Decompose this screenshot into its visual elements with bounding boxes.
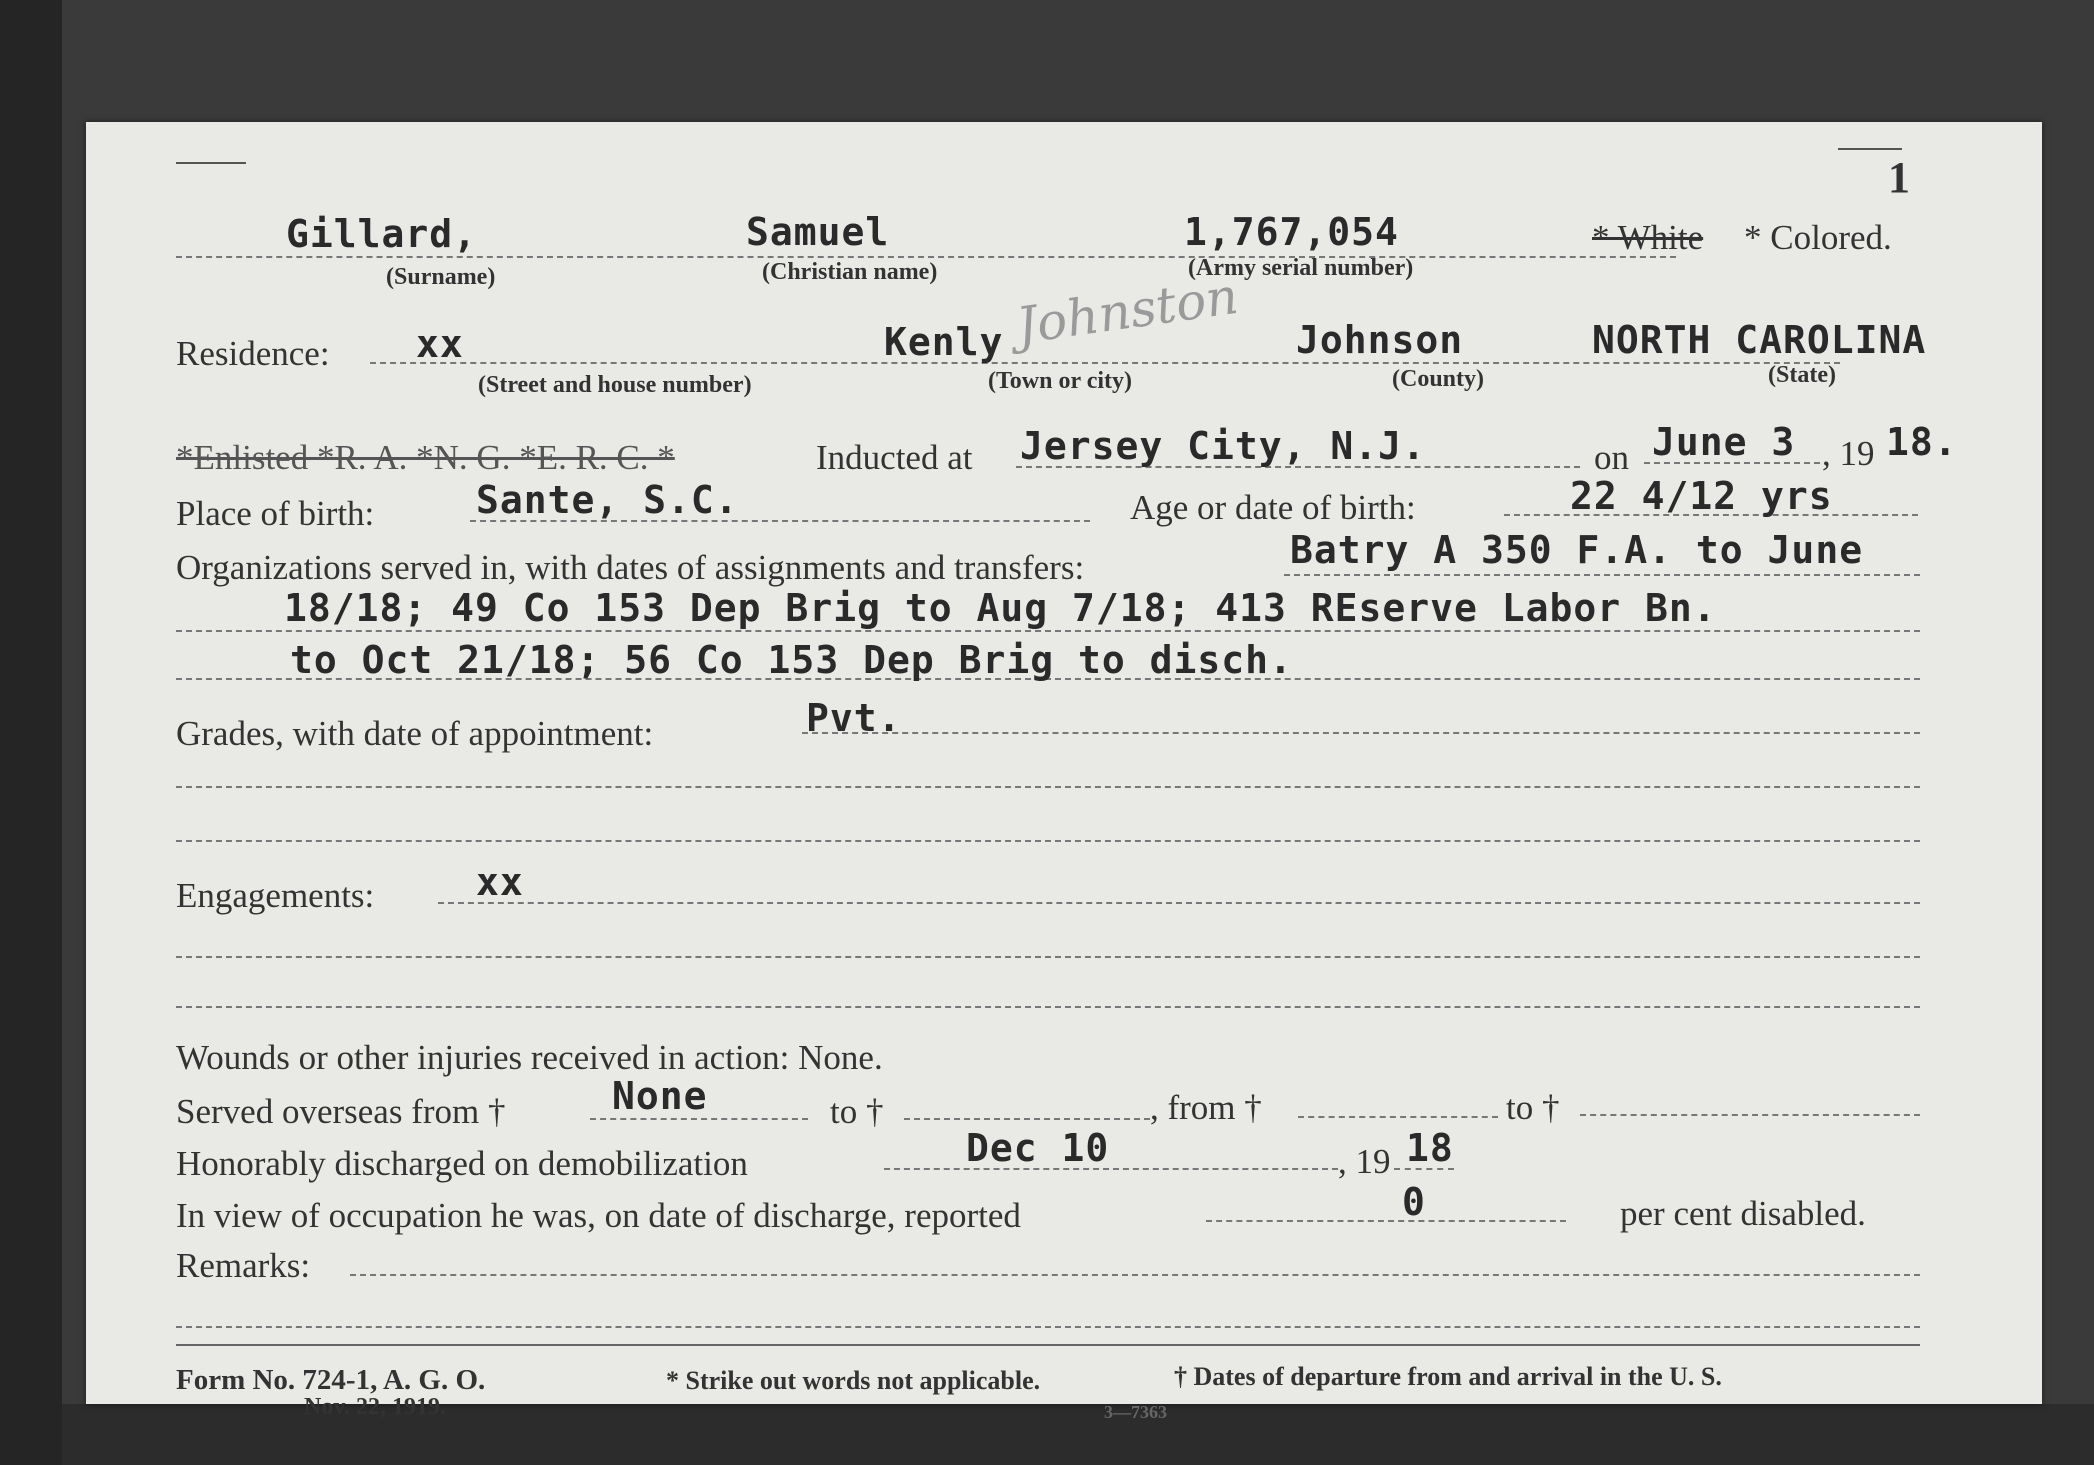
name-row-line (176, 256, 1676, 258)
engagements-line-1 (438, 902, 1920, 904)
place-of-birth-value: Sante, S.C. (476, 478, 739, 522)
residence-town-handwritten: Johnston (1013, 266, 1242, 356)
remarks-line-1 (350, 1274, 1920, 1276)
grades-line-3 (176, 840, 1920, 842)
residence-county-value: Johnson (1296, 318, 1464, 362)
surname-caption: (Surname) (386, 264, 496, 290)
discharge-year-value: 18 (1406, 1126, 1454, 1170)
footnote-dates: † Dates of departure from and arrival in the U. S. (1174, 1362, 1722, 1391)
top-right-rule (1838, 148, 1902, 150)
residence-line (370, 362, 1840, 364)
overseas-from-label: Served overseas from † (176, 1092, 506, 1131)
age-label: Age or date of birth: (1130, 488, 1416, 527)
discharge-label: Honorably discharged on demobilization (176, 1144, 748, 1183)
overseas-from-label-2: , from † (1150, 1088, 1262, 1127)
overseas-from-value: None (612, 1074, 708, 1118)
overseas-to-line-2 (1580, 1114, 1920, 1116)
organizations-line-1 (1284, 574, 1920, 576)
overseas-to-label-2: to † (1506, 1088, 1560, 1127)
town-caption: (Town or city) (988, 368, 1132, 394)
residence-state-value: NORTH CAROLINA (1592, 318, 1927, 362)
serial-number-caption: (Army serial number) (1188, 255, 1414, 281)
engagements-line-3 (176, 1006, 1920, 1008)
grades-label: Grades, with date of appointment: (176, 714, 654, 753)
induction-year-value: 18. (1886, 420, 1958, 464)
top-left-rule (176, 162, 246, 164)
print-code: 3—7363 (1104, 1402, 1167, 1422)
state-caption: (State) (1768, 362, 1836, 388)
induction-place-value: Jersey City, N.J. (1020, 424, 1426, 468)
remarks-line-2 (176, 1326, 1920, 1328)
christian-name-value: Samuel (746, 210, 890, 254)
residence-label: Residence: (176, 334, 330, 373)
disability-label: In view of occupation he was, on date of discharge, reported (176, 1196, 1021, 1235)
organizations-label: Organizations served in, with dates of assignments and transfers: (176, 548, 1085, 587)
discharge-date-value: Dec 10 (966, 1126, 1110, 1170)
induction-year-prefix: , 19 (1822, 434, 1875, 473)
race-white-struck: * White (1592, 218, 1704, 257)
engagements-value: xx (476, 860, 524, 904)
on-label: on (1594, 438, 1629, 477)
service-record-card (86, 122, 2042, 1422)
organizations-value-1: Batry A 350 F.A. to June (1290, 528, 1864, 572)
disability-line (1206, 1220, 1566, 1222)
discharge-year-prefix: , 19 (1338, 1142, 1391, 1181)
engagements-label: Engagements: (176, 876, 375, 915)
card-number: 1 (1888, 153, 1910, 202)
disability-value: 0 (1402, 1180, 1426, 1224)
disability-suffix: per cent disabled. (1620, 1194, 1866, 1233)
organizations-value-3: to Oct 21/18; 56 Co 153 Dep Brig to disch. (290, 638, 1293, 682)
wounds-label: Wounds or other injuries received in action: None. (176, 1038, 883, 1077)
grades-value: Pvt. (806, 696, 902, 740)
grades-line-1 (802, 732, 1920, 734)
form-number: Form No. 724-1, A. G. O. (176, 1364, 486, 1396)
organizations-line-2 (176, 630, 1920, 632)
surname-value: Gillard, (286, 212, 478, 256)
residence-street-value: xx (416, 322, 464, 366)
overseas-from-line-2 (1298, 1116, 1498, 1118)
engagements-line-2 (176, 956, 1920, 958)
age-value: 22 4/12 yrs (1570, 474, 1833, 518)
residence-town-value: Kenly (884, 320, 1004, 364)
form-date: Nov. 22, 1919. (304, 1394, 447, 1420)
place-of-birth-label: Place of birth: (176, 494, 375, 533)
county-caption: (County) (1392, 366, 1485, 392)
race-colored: * Colored. (1744, 218, 1892, 257)
overseas-to-label-1: to † (830, 1092, 884, 1131)
discharge-date-line (884, 1168, 1338, 1170)
grades-line-2 (176, 786, 1920, 788)
footnote-strike-out: * Strike out words not applicable. (666, 1366, 1041, 1395)
left-dark-border (0, 0, 62, 1465)
enlistment-options-struck: *Enlisted *R. A. *N. G. *E. R. C. * (176, 438, 675, 477)
overseas-from-line (590, 1118, 808, 1120)
serial-number-value: 1,767,054 (1184, 210, 1399, 254)
overseas-to-line-1 (904, 1118, 1150, 1120)
christian-name-caption: (Christian name) (762, 259, 938, 285)
induction-date-value: June 3 (1652, 420, 1796, 464)
organizations-value-2: 18/18; 49 Co 153 Dep Brig to Aug 7/18; 413 REserve Labor Bn. (284, 586, 1717, 630)
inducted-at-label: Inducted at (816, 438, 973, 477)
remarks-label: Remarks: (176, 1246, 311, 1285)
street-caption: (Street and house number) (478, 372, 752, 398)
footer-rule (176, 1344, 1920, 1346)
